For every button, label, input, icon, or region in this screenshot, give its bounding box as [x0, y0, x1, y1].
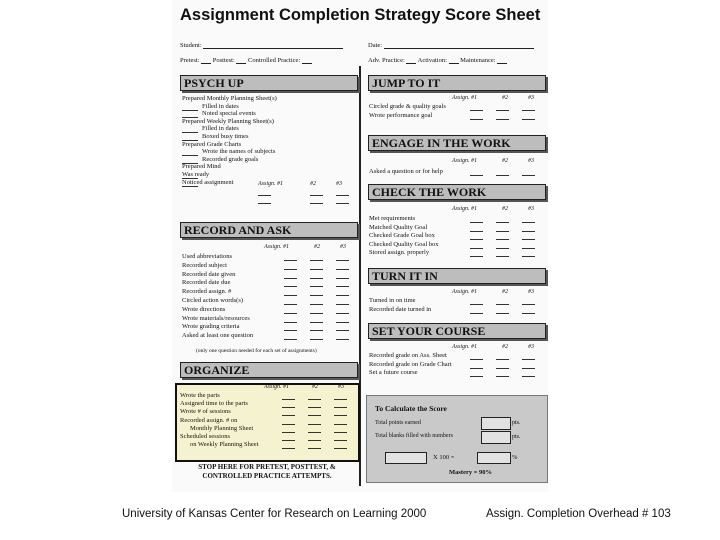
- score-blank[interactable]: [470, 297, 483, 305]
- score-blank[interactable]: [496, 103, 509, 111]
- score-blank[interactable]: [282, 425, 295, 433]
- engage-header: ENGAGE IN THE WORK: [368, 135, 546, 151]
- score-blank[interactable]: [334, 433, 347, 441]
- score-blank[interactable]: [334, 441, 347, 449]
- score-blank[interactable]: [522, 361, 535, 369]
- practice-field[interactable]: [368, 55, 507, 64]
- check-header: CHECK THE WORK: [368, 184, 546, 200]
- col-assign-3: #3: [338, 384, 344, 390]
- row-label: on Weekly Planning Sheet: [190, 441, 259, 449]
- pretest-label: Pretest:: [180, 57, 200, 64]
- row-label: Wrote grading criteria: [182, 323, 240, 331]
- controlled-line: [302, 55, 312, 64]
- score-blank[interactable]: [334, 392, 347, 400]
- score-blank[interactable]: [470, 168, 483, 176]
- score-blank[interactable]: [470, 112, 483, 120]
- activation-label: Activation:: [417, 57, 447, 64]
- footer-overhead-number: Assign. Completion Overhead # 103: [486, 508, 671, 520]
- row-label: Asked at least one question: [182, 332, 254, 340]
- score-blank[interactable]: [284, 271, 297, 279]
- row-label: Asked a question or for help: [369, 168, 443, 175]
- row-label: Turned in on time: [369, 297, 416, 304]
- row-label: Filled in dates: [202, 102, 239, 110]
- col-assign-3: #3: [528, 206, 534, 212]
- score-blank[interactable]: [284, 279, 297, 287]
- score-blank[interactable]: [282, 392, 295, 400]
- row-label: Prepared Mind: [182, 163, 221, 171]
- record-note: (only one question needed for each set of assignments): [196, 348, 317, 354]
- row-label: Prepared Grade Charts: [182, 140, 242, 148]
- col-assign-1: Assign. #1: [258, 181, 284, 187]
- score-blank[interactable]: [470, 352, 483, 360]
- points-input[interactable]: [481, 417, 511, 430]
- row-label: Recorded grade on Ass. Sheet: [369, 352, 447, 359]
- score-blank[interactable]: [336, 279, 349, 287]
- score-blank[interactable]: [522, 224, 535, 232]
- row-label: Scheduled sessions: [180, 433, 231, 440]
- row-label: Assigned time to the parts: [180, 400, 248, 408]
- score-blank[interactable]: [310, 323, 323, 331]
- row-label: Noted special events: [202, 110, 256, 118]
- score-blank[interactable]: [310, 332, 323, 340]
- score-blank[interactable]: [182, 133, 198, 141]
- col-assign-3: #3: [528, 95, 534, 101]
- score-blank[interactable]: [284, 297, 297, 305]
- score-blank[interactable]: [522, 297, 535, 305]
- row-label: Recorded assign. # on: [180, 416, 238, 424]
- score-blank[interactable]: [522, 168, 535, 176]
- score-blank[interactable]: [336, 262, 349, 270]
- col-assign-2: #2: [502, 95, 508, 101]
- psych-up-header: PSYCH UP: [180, 75, 358, 91]
- score-blank[interactable]: [334, 408, 347, 416]
- score-blank[interactable]: [308, 441, 321, 449]
- row-label: Monthly Planning Sheet: [190, 424, 254, 432]
- score-blank[interactable]: [496, 215, 509, 223]
- score-blank[interactable]: [470, 103, 483, 111]
- score-blank[interactable]: [310, 288, 323, 296]
- score-blank[interactable]: [308, 425, 321, 433]
- row-label: Checked Quality Goal box: [369, 240, 439, 248]
- col-assign-3: #3: [336, 181, 342, 187]
- row-label: Recorded date given: [182, 270, 236, 278]
- score-blank[interactable]: [470, 249, 483, 257]
- score-blank[interactable]: [282, 433, 295, 441]
- score-blank[interactable]: [470, 361, 483, 369]
- percent-sign: %: [512, 454, 518, 461]
- row-label: Wrote # of sessions: [180, 408, 231, 416]
- score-blank[interactable]: [496, 352, 509, 360]
- score-blank[interactable]: [258, 188, 271, 196]
- pretest-field[interactable]: [180, 55, 312, 64]
- pts-label-2: pts.: [512, 434, 521, 440]
- score-blank[interactable]: [470, 224, 483, 232]
- row-label: Wrote directions: [182, 305, 226, 313]
- score-blank[interactable]: [496, 361, 509, 369]
- score-blank[interactable]: [334, 400, 347, 408]
- blanks-input[interactable]: [481, 431, 511, 444]
- col-assign-1: Assign. #1: [452, 158, 478, 164]
- row-label: Stored assign. properly: [369, 249, 430, 257]
- score-blank[interactable]: [336, 297, 349, 305]
- pretest-line: [201, 55, 211, 64]
- score-calculation-box: [366, 395, 548, 483]
- score-blank[interactable]: [470, 215, 483, 223]
- score-blank[interactable]: [334, 417, 347, 425]
- date-field[interactable]: [368, 40, 534, 49]
- mastery-label: Mastery = 90%: [449, 469, 493, 476]
- page-title: Assignment Completion Strategy Score Sheet: [180, 6, 541, 24]
- score-blank[interactable]: [282, 417, 295, 425]
- col-assign-1: Assign. #1: [264, 244, 290, 250]
- score-blank[interactable]: [334, 425, 347, 433]
- row-label: Set a future course: [369, 369, 418, 376]
- adv-line: [406, 55, 416, 64]
- row-label: Prepared Monthly Planning Sheet(s): [182, 95, 277, 102]
- score-blank[interactable]: [282, 441, 295, 449]
- score-blank[interactable]: [522, 352, 535, 360]
- col-assign-2: #2: [502, 344, 508, 350]
- times-100: X 100 =: [433, 454, 455, 461]
- turn-it-in-header: TURN IT IN: [368, 268, 546, 284]
- score-blank[interactable]: [496, 224, 509, 232]
- score-blank[interactable]: [496, 241, 509, 249]
- score-blank[interactable]: [336, 332, 349, 340]
- score-blank[interactable]: [308, 400, 321, 408]
- score-blank[interactable]: [310, 271, 323, 279]
- date-label: Date:: [368, 42, 383, 49]
- row-label: Recorded grade goals: [202, 155, 259, 163]
- row-label: Met requirements: [369, 215, 416, 222]
- row-label: Recorded assign. #: [182, 288, 232, 296]
- row-label: Wrote the parts: [180, 392, 220, 399]
- score-blank[interactable]: [522, 232, 535, 240]
- score-blank[interactable]: [470, 369, 483, 377]
- score-blank[interactable]: [522, 241, 535, 249]
- score-blank[interactable]: [282, 408, 295, 416]
- score-blank[interactable]: [496, 369, 509, 377]
- score-blank[interactable]: [284, 262, 297, 270]
- score-blank[interactable]: [522, 112, 535, 120]
- score-blank[interactable]: [496, 232, 509, 240]
- score-blank[interactable]: [284, 315, 297, 323]
- score-blank[interactable]: [522, 215, 535, 223]
- col-assign-2: #2: [310, 181, 316, 187]
- score-blank[interactable]: [522, 306, 535, 314]
- score-blank[interactable]: [258, 196, 271, 204]
- col-assign-3: #3: [340, 244, 346, 250]
- score-blank[interactable]: [310, 279, 323, 287]
- col-assign-2: #2: [502, 158, 508, 164]
- set-course-header: SET YOUR COURSE: [368, 323, 546, 339]
- score-blank[interactable]: [284, 332, 297, 340]
- record-and-ask-header: RECORD AND ASK: [180, 222, 358, 238]
- col-assign-1: Assign. #1: [452, 289, 478, 295]
- maintenance-line: [497, 55, 507, 64]
- col-assign-3: #3: [528, 289, 534, 295]
- row-label: Was ready: [182, 171, 210, 178]
- score-blank[interactable]: [308, 408, 321, 416]
- score-blank[interactable]: [310, 188, 323, 196]
- score-blank[interactable]: [282, 400, 295, 408]
- col-assign-2: #2: [502, 206, 508, 212]
- total-points-label: Total points earned: [375, 420, 421, 426]
- row-label: Boxed busy times: [202, 133, 249, 140]
- score-blank[interactable]: [470, 306, 483, 314]
- score-blank[interactable]: [310, 253, 323, 261]
- posttest-label: Posttest:: [212, 57, 235, 64]
- organize-header: ORGANIZE: [180, 362, 358, 378]
- percent-input[interactable]: [477, 452, 511, 464]
- controlled-label: Controlled Practice:: [248, 57, 301, 64]
- score-blank[interactable]: [522, 103, 535, 111]
- score-blank[interactable]: [182, 110, 198, 118]
- posttest-line: [236, 55, 246, 64]
- col-assign-1: Assign. #1: [452, 344, 478, 350]
- score-blank[interactable]: [470, 232, 483, 240]
- footer-credit: University of Kansas Center for Research on Learning 2000: [122, 508, 427, 520]
- score-blank[interactable]: [336, 306, 349, 314]
- student-line: [203, 40, 343, 49]
- row-label: Circled grade & quality goals: [369, 103, 446, 110]
- score-blank[interactable]: [308, 392, 321, 400]
- score-blank[interactable]: [470, 241, 483, 249]
- score-blank[interactable]: [284, 306, 297, 314]
- col-assign-2: #2: [314, 244, 320, 250]
- col-assign-1: Assign. #1: [264, 384, 290, 390]
- total-blanks-label: Total blanks filled with numbers: [375, 433, 453, 439]
- jump-to-it-header: JUMP TO IT: [368, 75, 546, 91]
- score-blank[interactable]: [522, 369, 535, 377]
- row-label: Recorded date due: [182, 279, 231, 287]
- row-label: Wrote the names of subjects: [202, 148, 276, 156]
- score-blank[interactable]: [336, 323, 349, 331]
- score-blank[interactable]: [496, 168, 509, 176]
- row-label: Noticed assignment: [182, 178, 234, 186]
- col-assign-1: Assign. #1: [452, 206, 478, 212]
- row-label: Recorded grade on Grade Chart: [369, 360, 452, 368]
- maintenance-label: Maintenance:: [460, 57, 496, 64]
- row-label: Checked Grade Goal box: [369, 232, 435, 240]
- score-blank[interactable]: [496, 112, 509, 120]
- row-label: Wrote performance goal: [369, 111, 433, 119]
- score-blank[interactable]: [336, 188, 349, 196]
- score-blank[interactable]: [336, 271, 349, 279]
- col-assign-2: #2: [502, 289, 508, 295]
- date-line: [384, 40, 534, 49]
- row-label: Matched Quality Goal: [369, 223, 428, 231]
- score-blank[interactable]: [310, 306, 323, 314]
- stop-note: STOP HERE FOR PRETEST, POSTTEST, & CONTROLLED PRACTICE ATTEMPTS.: [198, 463, 336, 480]
- row-label: Used abbreviations: [182, 253, 233, 260]
- student-field[interactable]: [180, 40, 343, 49]
- row-label: Recorded date turned in: [369, 305, 432, 313]
- col-assign-3: #3: [528, 344, 534, 350]
- score-blank[interactable]: [310, 297, 323, 305]
- row-label: Circled action words(s): [182, 297, 244, 304]
- score-blank[interactable]: [496, 297, 509, 305]
- score-blank[interactable]: [336, 315, 349, 323]
- score-blank[interactable]: [496, 306, 509, 314]
- score-blank[interactable]: [308, 417, 321, 425]
- ratio-input[interactable]: [385, 452, 427, 464]
- row-label: Prepared Weekly Planning Sheet(s): [182, 117, 274, 125]
- calc-title: To Calculate the Score: [375, 404, 447, 413]
- row-label: Recorded subject: [182, 261, 227, 269]
- activation-line: [449, 55, 459, 64]
- col-assign-2: #2: [312, 384, 318, 390]
- row-label: Filled in dates: [202, 125, 239, 133]
- score-blank[interactable]: [336, 253, 349, 261]
- score-blank[interactable]: [336, 196, 349, 204]
- score-blank[interactable]: [336, 288, 349, 296]
- score-blank[interactable]: [308, 433, 321, 441]
- score-blank[interactable]: [310, 262, 323, 270]
- score-blank[interactable]: [522, 249, 535, 257]
- student-label: Student:: [180, 42, 202, 49]
- col-assign-3: #3: [528, 158, 534, 164]
- score-blank[interactable]: [496, 249, 509, 257]
- score-blank[interactable]: [284, 323, 297, 331]
- adv-label: Adv. Practice:: [368, 57, 405, 64]
- pts-label: pts.: [512, 420, 521, 426]
- score-blank[interactable]: [182, 156, 198, 164]
- score-blank[interactable]: [284, 253, 297, 261]
- row-label: Wrote materials/resources: [182, 314, 250, 322]
- score-blank[interactable]: [182, 179, 198, 187]
- score-blank[interactable]: [310, 315, 323, 323]
- col-assign-1: Assign. #1: [452, 95, 478, 101]
- score-blank[interactable]: [284, 288, 297, 296]
- score-blank[interactable]: [310, 196, 323, 204]
